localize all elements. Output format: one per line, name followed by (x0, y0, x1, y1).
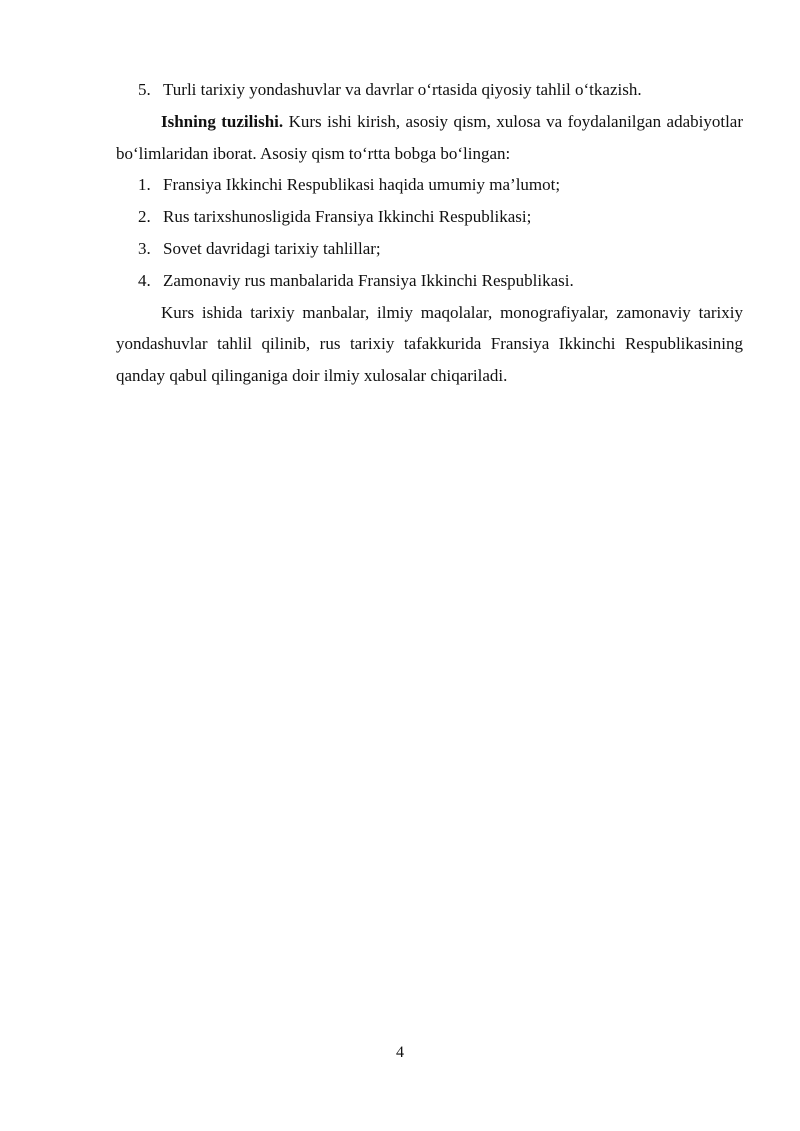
list-text: Turli tarixiy yondashuvlar va davrlar o‘rtasida qiyosiy tahlil o‘tkazish. (163, 80, 642, 99)
list-text: Sovet davridagi tarixiy tahlillar; (163, 238, 381, 258)
chapter-item-3 (116, 233, 743, 265)
structure-lead: Ishning tuzilishi. (161, 111, 284, 131)
chapter-item-2 (116, 201, 743, 233)
chapter-item-4 (116, 265, 743, 297)
page-content (116, 74, 743, 392)
list-text: Fransiya Ikkinchi Respublikasi haqida umumiy ma’lumot; (163, 175, 561, 195)
list-number: 4. (138, 270, 151, 290)
chapter-item-1 (116, 169, 743, 201)
structure-text: Kurs ishi kirish, asosiy qism, xulosa va foydalanilgan adabiyotlar bo‘limlaridan iborat. Asosiy qism to‘rtta bobga bo‘lingan: (116, 111, 743, 163)
list-number: 5. (138, 80, 151, 99)
closing-paragraph: Kurs ishida tarixiy manbalar, ilmiy maqolalar, monografiyalar, zamonaviy tarixiy yondashuvlar tahlil qilinib, rus tarixiy tafakkurida Fransiya Ikkinchi Respublikasining qanday qabul qilinganiga doir ilmiy xulosalar chiqariladi. (116, 302, 743, 386)
list-text: Rus tarixshunosligida Fransiya Ikkinchi Respublikasi; (163, 207, 532, 227)
list-number: 3. (138, 238, 151, 258)
objective-item-5 (116, 74, 743, 106)
list-text: Zamonaviy rus manbalarida Fransiya Ikkinchi Respublikasi. (163, 270, 574, 290)
list-number: 2. (138, 207, 151, 227)
structure-paragraph (116, 106, 743, 170)
list-number: 1. (138, 175, 151, 195)
page-number: 4 (396, 1044, 404, 1061)
